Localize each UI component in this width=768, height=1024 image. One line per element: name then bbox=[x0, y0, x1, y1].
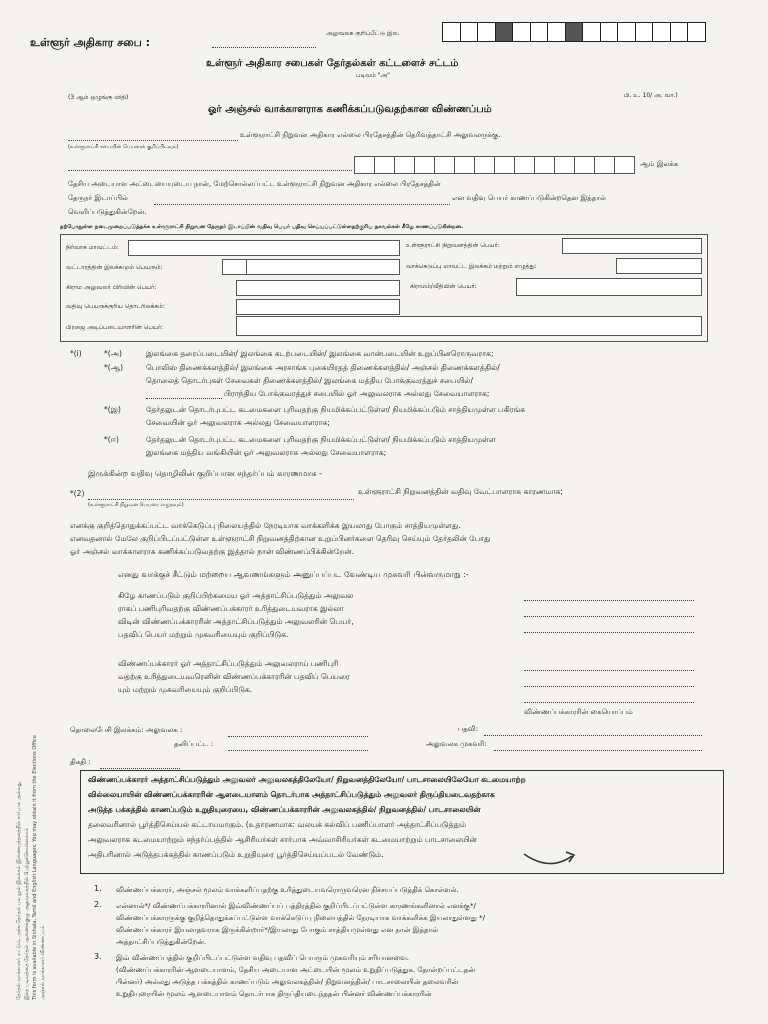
note-line: விண்ணப்பக்காரர் இயலாதவராக இருக்கின்றார்*/இயலாது போகும் சாத்தியமுள்ளது என நான் இத்தால் bbox=[116, 926, 439, 934]
note-item bbox=[94, 884, 714, 896]
position-field[interactable] bbox=[484, 735, 702, 736]
clause-2-hint: (உள்ளூராட்சி நிறுவன பெயரை எழுதவும்) bbox=[88, 502, 184, 508]
address-line-3[interactable] bbox=[524, 632, 694, 633]
result-line-2: எனவதனால் மேலே குறிப்பிடப்பட்டுள்ள உள்ளூராட்சி நிறுவனத்திற்கான உறுப்பினர்களை தெரிவு செய்யும் தேர்தலின் போது bbox=[70, 534, 491, 543]
result-line-1: எனக்கு குறித்தொதுக்கப்பட்ட வாக்கெடுப்பு நிலையத்தில் நேரடியாக வாக்களிக்க இயலாது போகும் சாத்தியமுள்ளது. bbox=[70, 521, 461, 530]
register-name-field[interactable] bbox=[154, 204, 450, 205]
polling-district-label: வாக்கெடுப்பு மாவட்ட இலக்கம் மற்றும் எழுத்து: bbox=[406, 263, 537, 270]
nic-number-boxes[interactable] bbox=[354, 156, 634, 174]
office-address-label: அலுவலக முகவரி: bbox=[426, 740, 487, 748]
clause-i-text-1: தேர்தலுடன் தொடர்புபட்ட கடமைகளை புரிவதற்கு நியமிக்கப்பட்டுள்ள/ நியமிக்கப்படும் சாத்தியமுள்ள பகிரங்க bbox=[146, 405, 526, 414]
address-line-1[interactable] bbox=[524, 600, 694, 601]
notice-line-1: விண்ணப்பக்காரர் அத்தாட்சிப்படுத்தும் அலுவலர் அலுவலகத்திலேயோ/ நிறுவனத்திலேயோ/ பாடசாலையிலேயோ கடமையாற்ற bbox=[88, 775, 526, 784]
authority-label: உள்ளூர் அதிகார சபை : bbox=[30, 36, 151, 49]
district-field[interactable] bbox=[128, 240, 400, 256]
clause-i-mark: *(இ) bbox=[104, 405, 121, 414]
form-title: உள்ளூர் அதிகார சபைகள் தேர்தல்கள் கட்டளைச் சட்டம் bbox=[206, 58, 459, 69]
serial-no-label: வதிவு பெயருக்குரிய தொடரிலக்கம்: bbox=[66, 303, 165, 310]
intro-line-2-start: தேருநர் இடாப்பில் bbox=[68, 194, 128, 202]
form-reference-code: பி. உ. 10/ அ. வா.) bbox=[624, 92, 678, 99]
clause-a-mark: *(அ) bbox=[104, 349, 122, 358]
clause-aa-text-2: தொலைத் தொடர்புகள் சேவைகள் திணைக்களத்தில்/ இலங்கை மத்திய போக்குவரத்துச் சபையில்/ bbox=[146, 376, 474, 385]
address-para2-line3: யும் மற்றும் முகவரியையும் குறிப்பிடுக. bbox=[118, 685, 253, 694]
ward-name-field[interactable] bbox=[246, 259, 400, 275]
local-body-label: உள்ளூராட்சி நிறுவனத்தின் பெயர்: bbox=[406, 242, 500, 249]
clause-1-number: *(i) bbox=[70, 349, 82, 358]
citizen-name-label: பிரஜை அடிப்படையாளரின் பெயர்: bbox=[66, 324, 164, 331]
address-para2-line1: விண்ணப்பக்காரர் ஓர் அத்தாட்சிப்படுத்தும் அலுவலராய் பணிபுரி bbox=[118, 659, 339, 668]
address-line-6[interactable] bbox=[524, 702, 694, 703]
signature-label: விண்ணப்பக்காரரின் கையொப்பம் bbox=[524, 708, 633, 716]
local-body-name-field[interactable] bbox=[68, 140, 238, 141]
clause-i-text-2: சேவையின் ஓர் அலுவலராக அல்லது சேவையாளராக; bbox=[146, 418, 330, 427]
note-line: (விண்ணப்பக்காரரின் ஆளடையாளம், தேசிய அடையாள அட்டையின் மூலம் உறுதிப்படுத்துக. தோன்றப்பட்டதன் bbox=[116, 966, 476, 974]
nic-suffix: ஆம் இலக்க bbox=[640, 160, 679, 168]
note-line: என்னால்*/ விண்ணப்பக்காரரினால் இவ்விண்ணப்பப் பத்திரத்தில் குறிப்பிடப்பட்டுள்ள காரணங்களினால் எனக்கு*/ bbox=[116, 902, 476, 910]
position-label: பதவி: bbox=[458, 725, 479, 733]
note-line: உறுதியுரையின் மூலம் ஆளடையாளம் தொடர்பாக திருப்தியடைந்ததன் பின்னர் விண்ணப்பக்காரரின் bbox=[116, 990, 432, 998]
notes-list bbox=[94, 884, 714, 1000]
ward-label: வட்டாரத்தின் இலக்கமும் பெயரும்: bbox=[66, 264, 163, 271]
note-line: விண்ணப்பக்காரர், அஞ்சல் மூலம் வாக்களிப்பதற்கு உரித்துடையவரொருவரென நிச்சயப்படுத்திக் கொள்ளல். bbox=[116, 886, 459, 894]
note-number: 1. bbox=[94, 884, 102, 893]
serial-label: அலுவலக குறிப்பீட்டு இல. bbox=[326, 30, 400, 37]
gn-division-label: கிராம அலுவலர் பிரிவின் பெயர்: bbox=[66, 284, 157, 291]
address-para1-line3: விடின் விண்ணப்பக்காரரின் அத்தாட்சிப்படுத்தும் அலுவலரின் பெயர், bbox=[118, 617, 354, 626]
clause-ee-text-2: இலங்கை மத்திய வங்கியின் ஓர் அலுவலராக அல்லது சேவையாளராக; bbox=[146, 448, 387, 457]
intro-line-3: வெளிப்படுத்துகின்றேன். bbox=[68, 208, 147, 216]
notice-line-6: அதிபரினால் அடுத்தபக்கத்தில் காணப்படும் உறுதியுரை பூர்த்திசெய்யப்படல் வேண்டும். bbox=[88, 850, 384, 859]
clause-aa-text-1: பொலிஸ் திணைக்களத்தில்/ இலங்கை அரசாங்க புகையிரதத் திணைக்களத்தில்/ அஞ்சல் திணைக்களத்தில்/ bbox=[146, 363, 500, 372]
intro-line-1: தேசிய அடையாள அட்டையையுடைய நான், மேற்சொல்லப்பட்ட உள்ளூராட்சி நிறுவன அதிகார எல்லை பிரதேசத்தின் bbox=[68, 180, 441, 188]
main-title: ஓர் அஞ்சல் வாக்காளராக கணிக்கப்படுவதற்கான விண்ணப்பம் bbox=[208, 104, 492, 115]
result-line-3: ஓர் அஞ்சல் வாக்காளராக கணிக்கப்படுவதற்கு இத்தால் நான் விண்ணப்பிக்கின்றேன். bbox=[70, 547, 355, 556]
address-line-5[interactable] bbox=[524, 686, 694, 687]
address-para1-line4: பதவிப் பெயர் மற்றும் முகவரியையும் குறிப்பிடுக. bbox=[118, 630, 289, 639]
curved-arrow-icon bbox=[520, 846, 580, 870]
note-line: இவ் விண்ணப்பத்தில் குறிப்பிடப்பட்டுள்ள வதிவு பதவிப் பெயரும் முகவரியும் சரியானவை. bbox=[116, 954, 410, 962]
district-label: நிர்வாக மாவட்டம்: bbox=[66, 244, 119, 251]
notice-line-2: வில்லையாயின் விண்ணப்பக்காரரின் ஆளடையாளம் தொடர்பாக அத்தாட்சிப்படுத்தும் அலுவலர் திருப்தியடைவதற்காக bbox=[88, 790, 495, 799]
side-text-3: This form is available in Sinhala, Tamil and English Languages. You may obtain it from the Elections Office bbox=[32, 735, 38, 1000]
address-line-4[interactable] bbox=[524, 670, 694, 671]
candidate-body-field[interactable] bbox=[88, 499, 354, 500]
note-line: அத்தாட்சிப்படுத்துகின்றேன். bbox=[116, 938, 207, 946]
clause-ee-text-1: தேர்தலுடன் தொடர்புபட்ட கடமைகளை புரிவதற்கு நியமிக்கப்பட்டுள்ள/ நியமிக்கப்படும் சாத்தியமுள்ள bbox=[146, 435, 496, 444]
note-number: 3. bbox=[94, 952, 102, 961]
notice-line-5: அலுவலராக கடமையாற்றும் சந்தர்ப்பத்தில் ஆசிரியர்கள் சார்பாக அவ்வாசிரியர்கள் கடமையாற்றும் பாடசாலையின் bbox=[88, 835, 477, 844]
clause-2-number: *(2) bbox=[70, 489, 85, 498]
authority-name-field[interactable] bbox=[212, 47, 316, 48]
address-heading: எனது வாக்குச் சீட்டும் மற்றைய ஆவணங்களும் அனுப்பப்பட வேண்டிய முகவரி பின்வருமாறு :- bbox=[118, 570, 469, 579]
note-line: பின்னர்) அல்லது அடுத்த பக்கத்தில் காணப்படும் அலுவலகத்தின்/ நிறுவனத்தின்/ பாடசாலையின் தலைவரின் bbox=[116, 978, 459, 986]
clause-ee-mark: *(ஈ) bbox=[104, 435, 119, 444]
village-field[interactable] bbox=[516, 278, 702, 296]
rule-reference: (3 ஆம் ஒழுங்கு விதி) bbox=[68, 94, 129, 101]
ward-number-field[interactable] bbox=[222, 259, 248, 275]
note-number: 2. bbox=[94, 900, 102, 909]
local-body-field[interactable] bbox=[562, 238, 702, 254]
clause-aa-text-3: பிராந்திய போக்குவரத்துச் சபையில் ஓர் அலுவலராக அல்லது சேவையாளராக; bbox=[224, 389, 490, 398]
date-field[interactable] bbox=[100, 768, 180, 769]
clause-a-text: இலங்கை தரைப்படையின்/ இலங்கை கடற்படையின்/ இலங்கை வான்படையின் உறுப்பினரொருவராக; bbox=[146, 349, 494, 358]
note-item bbox=[94, 900, 714, 948]
office-phone-field[interactable] bbox=[228, 736, 368, 737]
notice-line-4: தலைவரினால் பூர்த்திசெய்யல் கட்டாயமாகும். (உதாரணமாக: வலயக் கல்விப் பணிப்பாளர் அத்தாட்சிப்படுத்தும் bbox=[88, 820, 466, 829]
to-officer-text: உள்ளூராட்சி நிறுவன அதிகார எல்லை பிரதேசத்தின் தெரிவத்தாட்சி அலுவலருக்கு. bbox=[240, 131, 501, 139]
serial-number-boxes[interactable] bbox=[442, 22, 705, 42]
personal-phone-label: தனிப்பட்ட : bbox=[174, 740, 214, 748]
clause-aa-mark: *(ஆ) bbox=[104, 363, 124, 372]
address-line-2[interactable] bbox=[524, 616, 694, 617]
date-label: திகதி : bbox=[70, 758, 91, 766]
note-line: விண்ணப்பக்காரருக்கு குறித்தொதுக்கப்பட்டுள்ள வாக்கெடுப்பு நிலையத்தில் நேரடியாக வாக்களிக்க இயலாதுள்ளது */ bbox=[116, 914, 485, 922]
intro-line-2-end: என வதிவு பெயர் காணப்படுகின்றதென இத்தால் bbox=[452, 194, 606, 202]
personal-phone-field[interactable] bbox=[228, 750, 368, 751]
serial-no-field[interactable] bbox=[236, 299, 400, 315]
applicant-name-field[interactable] bbox=[68, 170, 352, 171]
schedule-label: படிவம் "அ" bbox=[356, 72, 390, 79]
side-text-2: இந்த படிவத்தை தேர்தல் ஆணைக்குழு அலுவலகத்தில் பெற்றுக்கொள்ளலாம் bbox=[24, 827, 30, 1000]
clause-2-text: உள்ளூராட்சி நிறுவனத்தின் வதிவு வேட்பாளராக காரணமாக; bbox=[358, 487, 563, 496]
office-address-field[interactable] bbox=[494, 750, 702, 751]
polling-district-field[interactable] bbox=[616, 258, 702, 274]
transport-board-field[interactable] bbox=[146, 398, 222, 399]
phone-label: தொலைபேசி இலக்கம்: அலுவலக : bbox=[70, 726, 183, 734]
side-text-1: தேர்தல் வாக்காளர் மட்டும், அச்சு தேர்தல் பல நூல் இலக்கம் இணையத்தளத்தில் சார்பாக அல்லது bbox=[16, 782, 22, 1000]
village-label: கிராமம்/வீதியின் பெயர்: bbox=[410, 283, 477, 290]
local-body-hint: (உள்ளூராட்சி சபையின் பெயரைக் குறிப்பிடவும்) bbox=[68, 144, 179, 150]
address-para1-line2: ராகப் பணிபுரிவதற்கு விண்ணப்பக்காரர் உரித்துடையவராக இல்லா bbox=[118, 604, 344, 613]
occupation-reason-text: இருக்கின்ற வதிவு தொழிலின் குறிப்பான சந்தர்ப்பம் காரணமாக - bbox=[88, 469, 322, 478]
register-instruction: தற்போதுள்ள நடைமுறைப்படுத்தக்க உள்ளூராட்சி நிறுவன தேருநர் இடாப்பின் வதிவு பெயர் பதிவு செய்யப்பட்டுள்ளதற்குரிய தகவல்கள் கீழே காணப்படுகின்றன. bbox=[60, 224, 464, 230]
address-para1-line1: கிழே காணப்படும் குறிப்பிற்கமைய ஓர் அத்தாட்சிப்படுத்தும் அலுவல bbox=[118, 591, 354, 600]
address-para2-line2: வதற்கு உரித்துடையவரெனின் விண்ணப்பக்காரரின் பதவிப் பெயரை bbox=[118, 672, 350, 681]
note-item bbox=[94, 952, 714, 1000]
citizen-name-field[interactable] bbox=[236, 316, 702, 336]
notice-line-3: அடுத்த பக்கத்தில் காணப்படும் உறுதியுரையை, விண்ணப்பக்காரரின் அலுவலகத்தில்/ நிறுவனத்தில்/ பாடசாலையின் bbox=[88, 805, 481, 814]
side-text-4: அஞ்சல் வாக்காளர் விண்ணப்பம் bbox=[40, 925, 46, 1000]
gn-division-field[interactable] bbox=[236, 280, 400, 296]
